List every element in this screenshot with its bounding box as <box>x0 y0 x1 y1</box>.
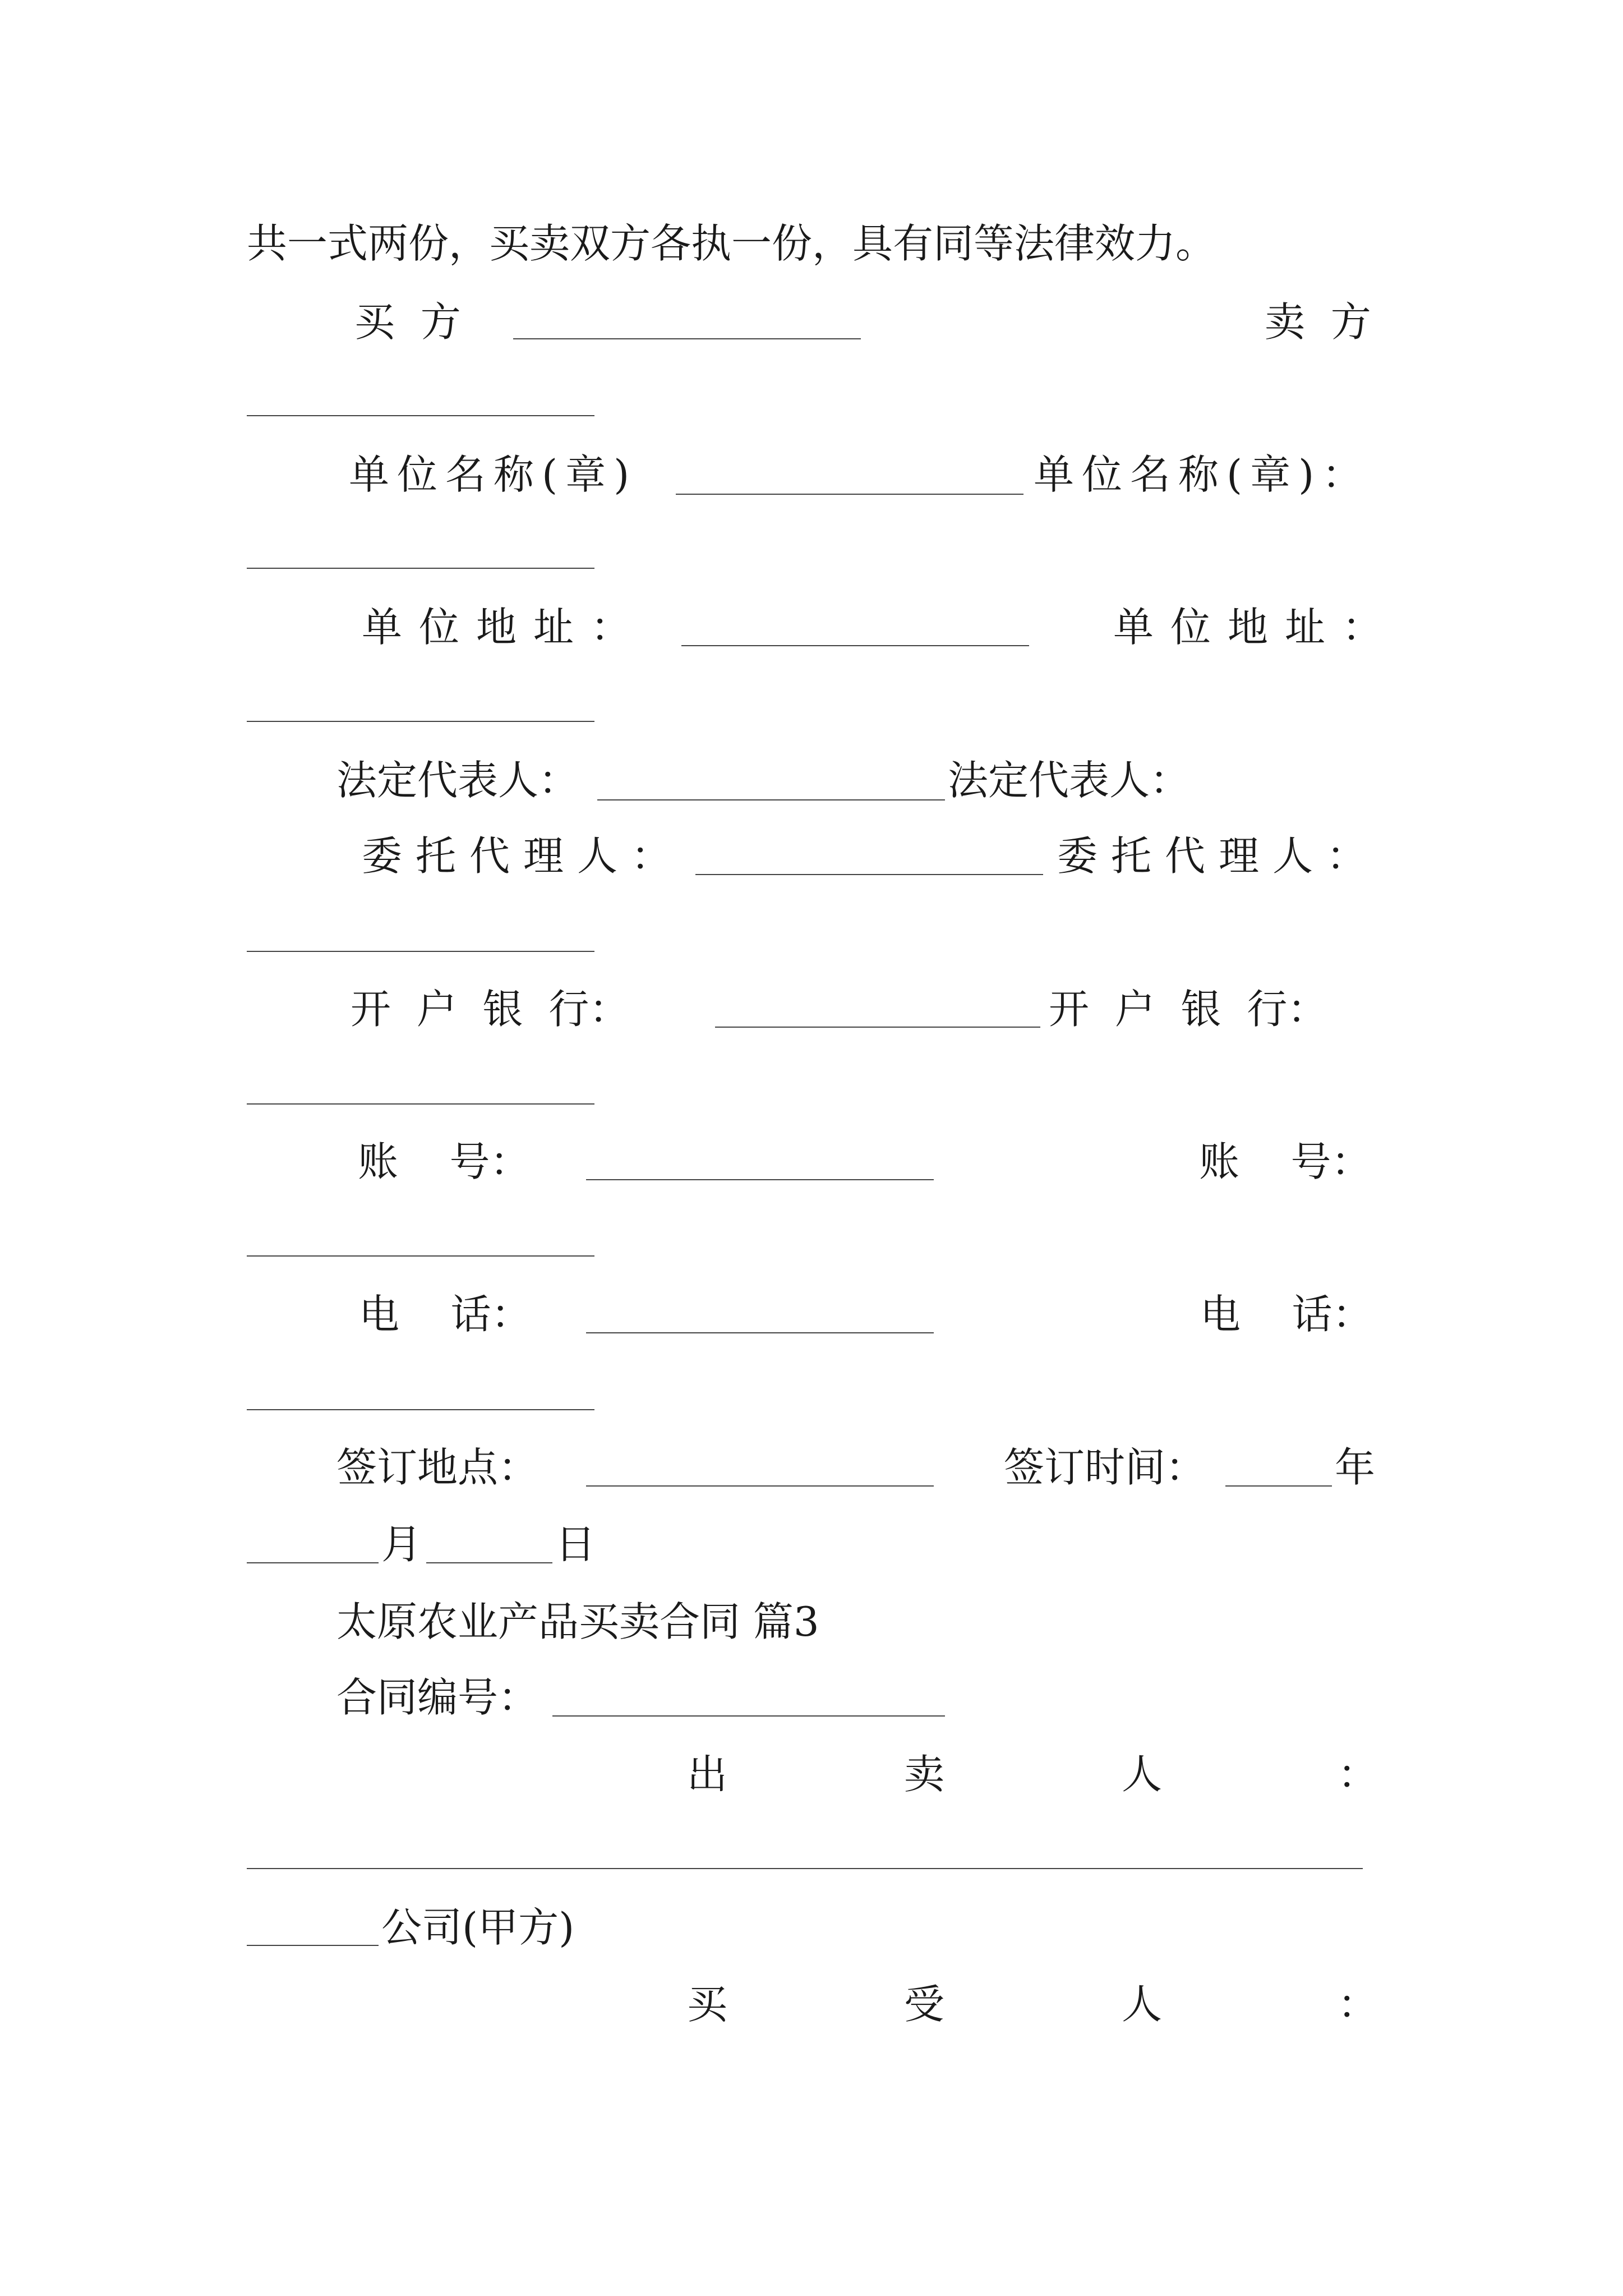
month-blank[interactable] <box>247 1562 379 1563</box>
intro-text: 共一式两份，买卖双方各执一份，具有同等法律效力。 <box>247 220 1216 267</box>
seller-account-label: 账 号： <box>1199 1138 1372 1185</box>
seller-party-char-2: 卖 <box>904 1751 945 1798</box>
buyer-party-char-1: 买 <box>687 1981 728 2028</box>
seller-agent-label: 委托代理人： <box>1057 832 1381 880</box>
buyer-unit-address-blank[interactable] <box>681 645 1029 646</box>
seller-bank-blank[interactable] <box>247 1103 594 1105</box>
seller-party-blank[interactable] <box>247 1868 1363 1869</box>
month-label: 月 <box>381 1521 422 1568</box>
buyer-bank-label: 开 户 银 行： <box>351 986 630 1033</box>
seller-phone-label: 电 话： <box>1200 1291 1373 1338</box>
seller-legal-rep-label: 法定代表人： <box>948 757 1191 804</box>
seller-party-char-1: 出 <box>687 1751 728 1798</box>
seller-bank-label: 开 户 银 行： <box>1049 986 1328 1033</box>
buyer-legal-rep-blank[interactable] <box>597 799 945 800</box>
buyer-unit-address-label: 单位地址： <box>362 604 648 651</box>
seller-unit-name-label: 单位名称(章)： <box>1034 451 1371 498</box>
buyer-unit-name-label: 单位名称(章) <box>349 451 638 498</box>
section-title: 太原农业产品买卖合同 篇3 <box>336 1598 819 1645</box>
seller-label: 卖 方 <box>1265 298 1371 346</box>
seller-phone-blank[interactable] <box>247 1409 594 1410</box>
buyer-label: 买 方 <box>354 298 461 346</box>
sign-place-label: 签订地点： <box>336 1444 539 1491</box>
company-a-blank[interactable] <box>247 1945 379 1946</box>
seller-unit-address-label: 单位地址： <box>1113 604 1400 651</box>
buyer-agent-blank[interactable] <box>695 874 1043 875</box>
buyer-legal-rep-label: 法定代表人： <box>336 757 579 804</box>
buyer-bank-blank[interactable] <box>715 1027 1040 1028</box>
seller-agent-blank[interactable] <box>247 951 594 952</box>
sign-place-blank[interactable] <box>586 1485 934 1487</box>
buyer-agent-label: 委托代理人： <box>362 832 685 880</box>
buyer-phone-blank[interactable] <box>586 1332 934 1333</box>
buyer-party-colon: ： <box>1338 1981 1378 2028</box>
buyer-unit-name-blank[interactable] <box>676 494 1023 495</box>
company-party-a: 公司(甲方) <box>381 1904 575 1951</box>
contract-no-label: 合同编号： <box>336 1674 539 1721</box>
year-label: 年 <box>1335 1444 1376 1491</box>
day-blank[interactable] <box>426 1562 552 1563</box>
buyer-blank[interactable] <box>513 338 861 339</box>
seller-blank[interactable] <box>247 415 594 416</box>
seller-party-char-3: 人 <box>1122 1751 1163 1798</box>
seller-unit-name-blank[interactable] <box>247 568 594 569</box>
seller-unit-address-blank[interactable] <box>247 721 594 722</box>
seller-party-colon: ： <box>1338 1751 1378 1798</box>
buyer-phone-label: 电 话： <box>359 1291 532 1338</box>
buyer-party-char-3: 人 <box>1122 1981 1163 2028</box>
sign-time-label: 签订时间： <box>1004 1444 1206 1491</box>
seller-account-blank[interactable] <box>247 1255 594 1257</box>
contract-no-blank[interactable] <box>552 1715 945 1717</box>
day-label: 日 <box>555 1521 596 1568</box>
buyer-account-label: 账 号： <box>358 1138 531 1185</box>
year-blank[interactable] <box>1225 1485 1332 1487</box>
buyer-account-blank[interactable] <box>586 1179 934 1180</box>
buyer-party-char-2: 受 <box>904 1981 945 2028</box>
